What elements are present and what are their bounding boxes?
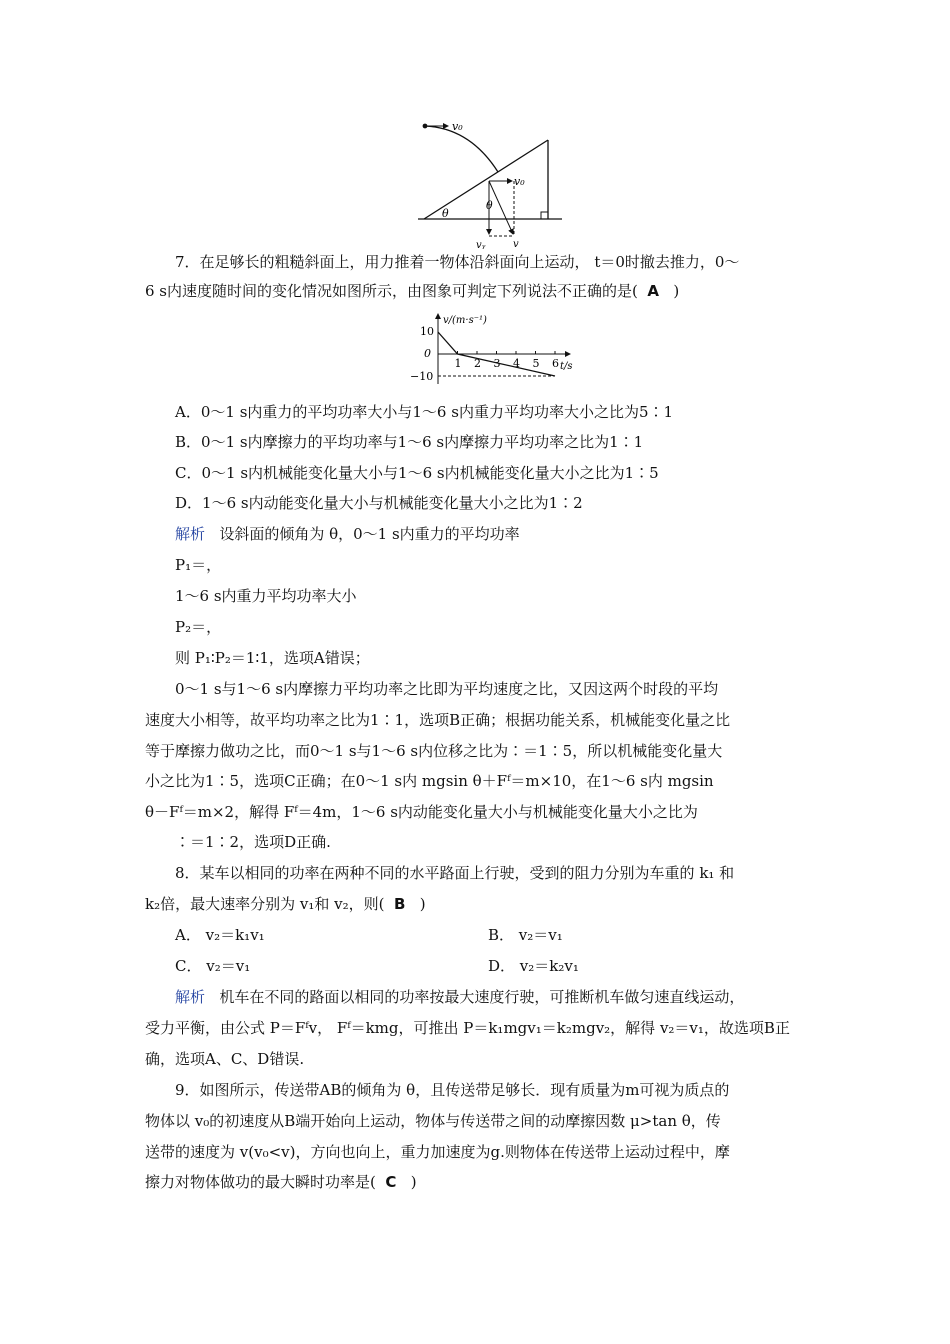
v-label: v: [513, 239, 519, 250]
vy-label: vᵧ: [476, 240, 486, 250]
q8-solution-line-2: 受力平衡，由公式 P＝Fᶠv， Fᶠ＝kmg，可推出 P＝k₁mgv₁＝k₂mgv₂，解得 v₂＝v₁，故选项B正: [145, 1019, 790, 1037]
y-tick-label: 0: [424, 347, 431, 360]
q7-solution-line-6: 0～1 s与1～6 s内摩擦力平均功率之比即为平均速度之比，又因这两个时段的平均: [175, 680, 719, 698]
q8-stem-line-1: 8．某车以相同的功率在两种不同的水平路面上行驶，受到的阻力分别为车重的 k₁ 和: [175, 864, 735, 882]
q7-option-d: D．1～6 s内动能变化量大小与机械能变化量大小之比为1∶2: [175, 494, 583, 512]
q9-stem-line-1: 9．如图所示，传送带AB的倾角为 θ，且传送带足够长．现有质量为m可视为质点的: [175, 1081, 730, 1099]
q7-answer: A: [647, 282, 660, 300]
q7-stem-text: 6 s内速度随时间的变化情况如图所示，由图象可判定下列说法不正确的是(: [145, 282, 638, 300]
q7-solution-line-4: P₂＝，: [175, 618, 222, 636]
q9-stem-line-2: 物体以 v₀的初速度从B端开始向上运动，物体与传送带之间的动摩擦因数 μ>tan θ，传: [145, 1112, 721, 1130]
q8-solution-text: 机车在不同的路面以相同的功率按最大速度行驶，可推断机车做匀速直线运动，: [219, 988, 745, 1006]
q8-option-c: C． v₂＝v₁: [175, 957, 251, 975]
q9-stem-text: 擦力对物体做功的最大瞬时功率是(: [145, 1173, 376, 1191]
y-axis-label: v/(m·s⁻¹): [443, 315, 487, 326]
q7-solution-line-9: 小之比为1∶5，选项C正确；在0～1 s内 mgsin θ＋Fᶠ＝m×10，在1～6 s内 mgsin: [145, 772, 714, 790]
x-tick-label: 2: [474, 357, 481, 370]
q7-solution-line-11: ∶＝1∶2，选项D正确.: [175, 833, 331, 851]
q7-solution-text: 设斜面的倾角为 θ，0～1 s内重力的平均功率: [219, 525, 520, 543]
projectile-incline-figure: [410, 118, 570, 250]
q7-solution-line-8: 等于摩擦力做功之比，而0～1 s与1～6 s内位移之比为∶＝1∶5，所以机械能变化量大: [145, 742, 723, 760]
q7-stem-close: ): [673, 282, 680, 300]
q8-answer: B: [394, 895, 406, 913]
q8-option-b: B． v₂＝v₁: [488, 926, 563, 944]
q9-answer: C: [385, 1173, 397, 1191]
q8-option-a: A． v₂＝k₁v₁: [175, 926, 265, 944]
q7-solution-line-2: P₁＝，: [175, 556, 222, 574]
x-tick-label: 3: [493, 357, 501, 370]
q7-option-c: C．0～1 s内机械能变化量大小与1～6 s内机械能变化量大小之比为1∶5: [175, 464, 659, 482]
q7-solution-line-5: 则 P₁∶P₂＝1∶1，选项A错误；: [175, 649, 370, 667]
x-tick-label: 4: [513, 357, 520, 370]
x-axis-label: t/s: [560, 361, 573, 372]
q8-solution-line-3: 确，选项A、C、D错误.: [145, 1050, 305, 1068]
q9-stem-line-4: [145, 1172, 417, 1192]
x-tick-label: 5: [532, 357, 540, 370]
x-tick-label: 1: [454, 357, 462, 370]
q7-stem-line-1: 7．在足够长的粗糙斜面上，用力推着一物体沿斜面向上运动， t＝0时撤去推力，0～: [175, 253, 740, 271]
v0-label-top: v₀: [452, 120, 463, 133]
q8-solution-line-1: [175, 987, 744, 1007]
velocity-time-chart: [400, 308, 585, 388]
y-tick-label: −10: [410, 370, 434, 383]
q7-jiexi-label: 解析: [175, 525, 206, 543]
q8-stem-line-2: [145, 894, 426, 914]
x-tick-label: 6: [552, 357, 559, 370]
y-tick-label: 10: [420, 325, 434, 338]
q7-solution-line-1: [175, 524, 520, 544]
q7-option-a: A．0～1 s内重力的平均功率大小与1～6 s内重力平均功率大小之比为5∶1: [175, 403, 674, 421]
q9-stem-line-3: 送带的速度为 v(v₀<v)，方向也向上，重力加速度为g.则物体在传送带上运动过程中，摩: [145, 1143, 730, 1161]
q8-stem-close: ): [419, 895, 426, 913]
q7-solution-line-7: 速度大小相等，故平均功率之比为1∶1，选项B正确；根据功能关系，机械能变化量之比: [145, 711, 731, 729]
q9-stem-close: ): [410, 1173, 417, 1191]
q8-jiexi-label: 解析: [175, 988, 206, 1006]
q7-solution-line-3: 1～6 s内重力平均功率大小: [175, 587, 357, 605]
q8-stem-text: k₂倍，最大速率分别为 v₁和 v₂，则(: [145, 895, 385, 913]
theta-label-incline: θ: [442, 207, 449, 220]
q7-solution-line-10: θ－Fᶠ＝m×2，解得 Fᶠ＝4m，1～6 s内动能变化量大小与机械能变化量大小之比为: [145, 803, 698, 821]
v0-label-mid: v₀: [514, 175, 525, 188]
q7-option-b: B．0～1 s内摩擦力的平均功率与1～6 s内摩擦力平均功率之比为1∶1: [175, 433, 644, 451]
q8-option-d: D． v₂＝k₂v₁: [488, 957, 579, 975]
theta-label-velocity: θ: [486, 199, 493, 212]
right-angle-mark: [541, 212, 548, 219]
q7-stem-line-2: [145, 281, 679, 301]
